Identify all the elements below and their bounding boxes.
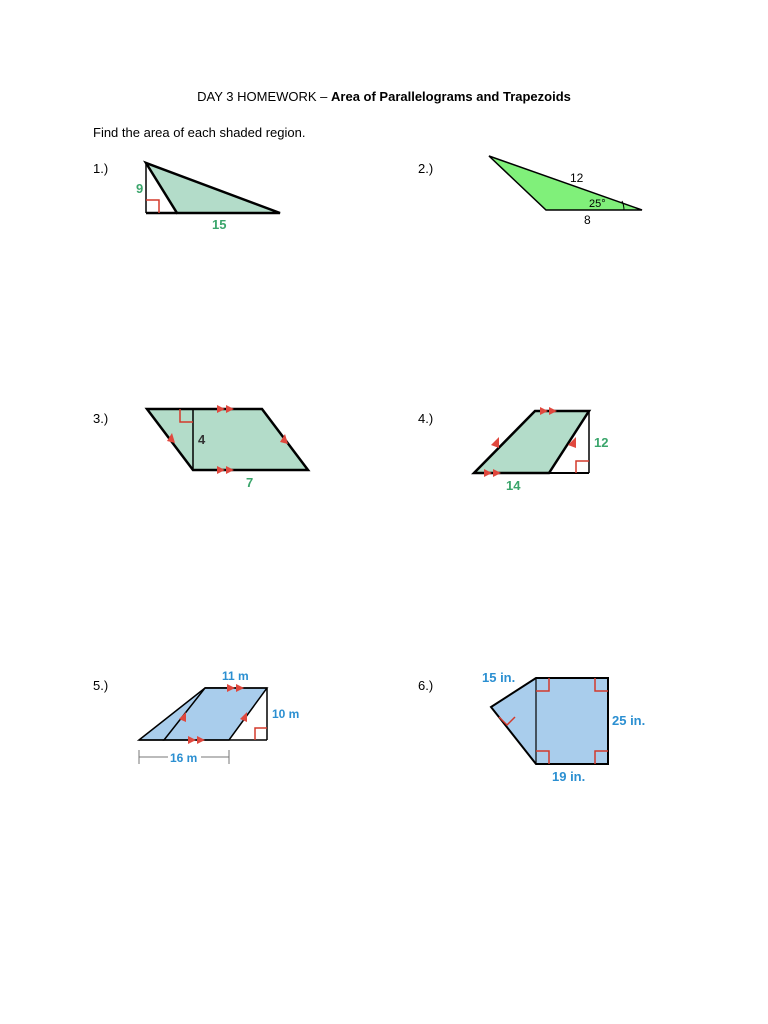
title-prefix: DAY 3 HOMEWORK – [197, 89, 332, 104]
figure-2-side-label: 12 [570, 171, 584, 185]
figure-4-base-label: 14 [506, 478, 521, 493]
figure-5-top-label: 11 m [222, 669, 249, 683]
problem-5-number: 5.) [93, 678, 109, 693]
figure-4-height-label: 12 [594, 435, 609, 450]
problem-3-number: 3.) [93, 411, 109, 426]
problem-4-number: 4.) [418, 411, 434, 426]
figure-6-bottom-label: 19 in. [552, 769, 586, 784]
figure-2-base-label: 8 [584, 213, 591, 227]
figure-5-height-label: 10 m [272, 707, 300, 721]
figure-6-left-label: 15 in. [482, 670, 516, 685]
figure-3-height-label: 4 [198, 432, 206, 447]
figure-1-height-label: 9 [136, 181, 144, 196]
figure-1-base-label: 15 [212, 217, 227, 232]
figure-6-height-label: 25 in. [612, 713, 646, 728]
figure-3-base-label: 7 [246, 475, 254, 490]
problem-2-number: 2.) [418, 161, 434, 176]
problem-6-number: 6.) [418, 678, 434, 693]
title-bold: Area of Parallelograms and Trapezoids [331, 89, 571, 104]
figure-5-bottom-label: 16 m [170, 751, 198, 765]
problem-1-number: 1.) [93, 161, 109, 176]
figure-2-angle-label: 25° [589, 198, 606, 210]
instructions: Find the area of each shaded region. [93, 125, 306, 140]
